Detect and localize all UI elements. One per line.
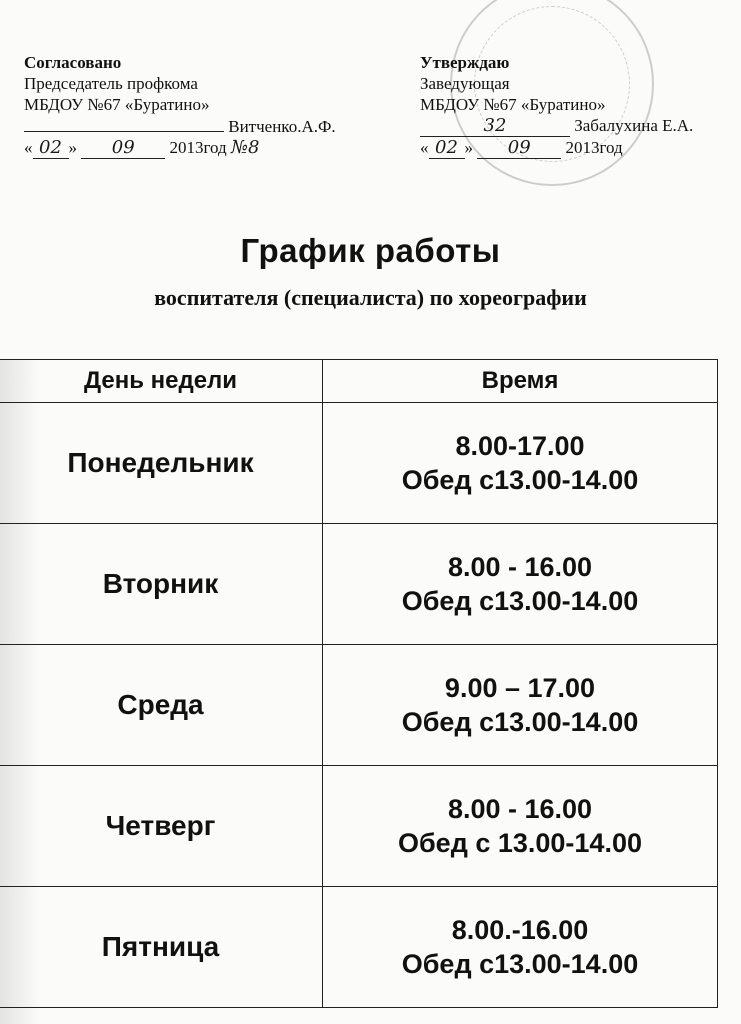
agreed-protocol-mark: №8: [230, 137, 260, 158]
lunch-hours: Обед с13.00-14.00: [401, 949, 639, 979]
approved-heading: Утверждаю: [420, 53, 510, 72]
agreed-signer: Витченко.А.Ф.: [228, 117, 336, 136]
agreed-signature-line: [24, 115, 404, 137]
agreed-org: МБДОУ №67 «Буратино»: [24, 95, 210, 114]
approved-month: 09: [477, 137, 561, 159]
table-row: [0, 403, 718, 524]
lunch-hours: Обед с 13.00-14.00: [398, 828, 642, 858]
agreed-block: [24, 52, 404, 159]
approved-signature-line: [420, 115, 741, 137]
document-title: График работы: [240, 232, 501, 269]
day-cell: Вторник: [0, 524, 323, 645]
work-hours: 8.00 - 16.00: [447, 552, 593, 582]
quote-open: «: [420, 138, 429, 157]
table-row: [0, 887, 718, 1008]
approved-signer: Забалухина Е.А.: [574, 116, 694, 135]
approved-block: [420, 52, 741, 159]
approved-year: 2013год: [565, 138, 623, 157]
approved-day: 02: [429, 137, 465, 159]
table-row: [0, 645, 718, 766]
header-day: День недели: [0, 360, 323, 403]
table-header-row: [0, 360, 718, 403]
work-hours: 8.00-17.00: [455, 431, 585, 461]
agreed-position: Председатель профкома: [24, 74, 198, 93]
agreed-date-line: [24, 137, 404, 159]
table-row: [0, 524, 718, 645]
agreed-month: 09: [81, 137, 165, 159]
approved-order-number: 32: [420, 115, 570, 137]
work-hours: 8.00.-16.00: [451, 915, 589, 945]
work-hours: 8.00 - 16.00: [447, 794, 593, 824]
quote-close: »: [68, 138, 77, 157]
time-cell: [323, 645, 718, 766]
time-cell: [323, 524, 718, 645]
agreed-year: 2013год: [169, 138, 227, 157]
document-subtitle: воспитателя (специалиста) по хореографии: [154, 285, 587, 310]
approved-date-line: [420, 137, 741, 159]
day-cell: Пятница: [0, 887, 323, 1008]
approved-position: Заведующая: [420, 74, 510, 93]
header-time: Время: [323, 360, 718, 403]
lunch-hours: Обед с13.00-14.00: [401, 586, 639, 616]
schedule-table: [0, 359, 718, 1008]
lunch-hours: Обед с13.00-14.00: [401, 707, 639, 737]
work-hours: 9.00 – 17.00: [444, 673, 596, 703]
time-cell: [323, 887, 718, 1008]
day-cell: Среда: [0, 645, 323, 766]
signature-field: [24, 115, 224, 132]
agreed-day: 02: [33, 137, 69, 159]
day-cell: Понедельник: [0, 403, 323, 524]
quote-open: «: [24, 138, 33, 157]
day-cell: Четверг: [0, 766, 323, 887]
time-cell: [323, 403, 718, 524]
table-row: [0, 766, 718, 887]
agreed-heading: Согласовано: [24, 53, 122, 72]
lunch-hours: Обед с13.00-14.00: [401, 465, 639, 495]
quote-close: »: [464, 138, 473, 157]
time-cell: [323, 766, 718, 887]
approved-org: МБДОУ №67 «Буратино»: [420, 95, 606, 114]
